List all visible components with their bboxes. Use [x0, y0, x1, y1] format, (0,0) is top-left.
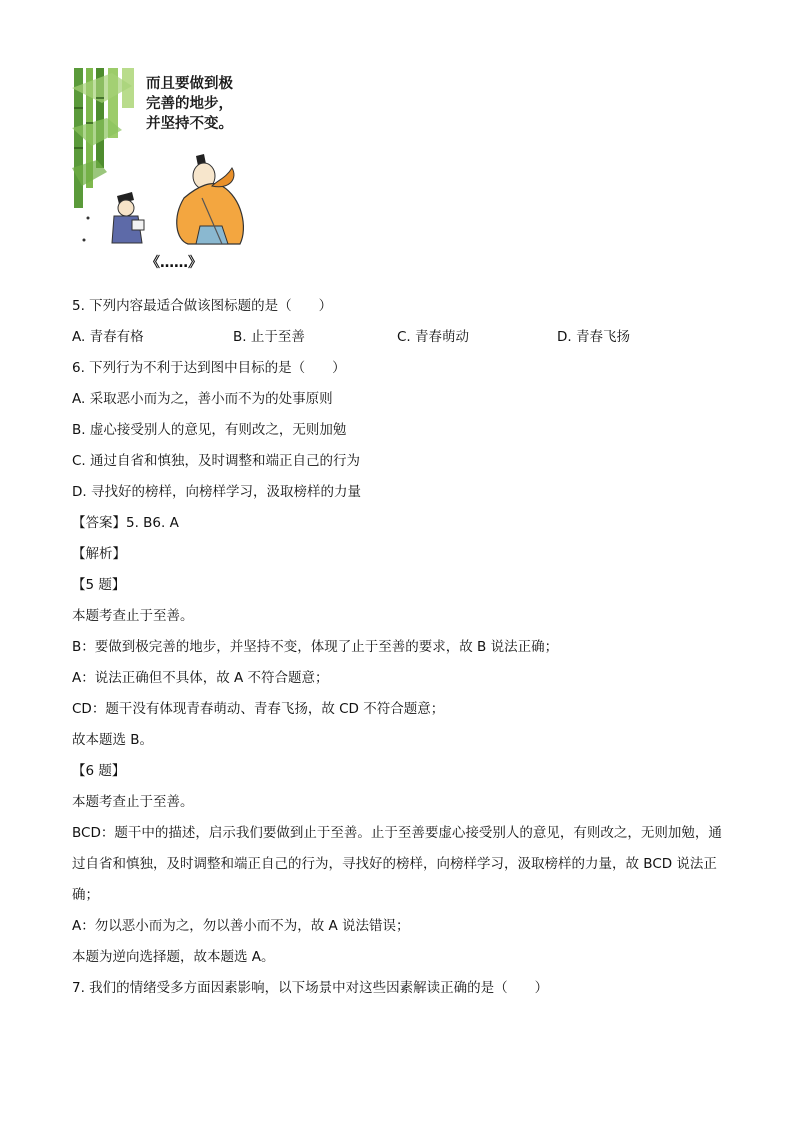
analysis-6-bcd: BCD：题干中的描述，启示我们要做到止于至善。止于至善要虚心接受别人的意见，有则改之，无则加勉，通过自省和慎独，及时调整和端正自己的行为，寻找好的榜样，向榜样学习，汲取榜样的力量，故 BCD 说法正确； [72, 825, 722, 903]
q6-option-d: D. 寻找好的榜样，向榜样学习，汲取榜样的力量 [72, 484, 361, 500]
q6-option-b: B. 虚心接受别人的意见，有则改之，无则加勉 [72, 422, 347, 438]
analysis-6-intro: 本题考查止于至善。 [72, 794, 194, 810]
caption-line: 并坚持不变。 [146, 116, 233, 132]
q6-option-c: C. 通过自省和慎独，及时调整和端正自己的行为 [72, 453, 361, 469]
question-7-stem: 7. 我们的情绪受多方面因素影响，以下场景中对这些因素解读正确的是（ ） [72, 980, 549, 996]
analysis-heading: 【解析】 [72, 546, 126, 562]
analysis-6-a-line: A：勿以恶小而为之，勿以善小而不为，故 A 说法错误； [72, 918, 410, 934]
q6-option-a: A. 采取恶小而为之，善小而不为的处事原则 [72, 391, 333, 407]
illustration-title: 《……》 [146, 255, 202, 271]
question-6-stem: 6. 下列行为不利于达到图中目标的是（ ） [72, 360, 346, 376]
analysis-6-heading: 【6 题】 [72, 763, 126, 779]
q5-option-c: C. 青春萌动 [397, 329, 470, 345]
analysis-5-line: 本题考查止于至善。 [72, 608, 194, 624]
caption-line: 完善的地步， [146, 96, 233, 112]
illustration-caption [146, 74, 276, 134]
analysis-6-conclusion: 本题为逆向选择题，故本题选 A。 [72, 949, 275, 965]
q5-option-d: D. 青春飞扬 [557, 329, 630, 345]
analysis-5-heading: 【5 题】 [72, 577, 126, 593]
question-5-stem: 5. 下列内容最适合做该图标题的是（ ） [72, 298, 333, 314]
answer-line: 【答案】5. B6. A [72, 515, 179, 531]
q5-option-a: A. 青春有格 [72, 329, 144, 345]
analysis-5-line: 故本题选 B。 [72, 732, 154, 748]
analysis-5-line: A：说法正确但不具体，故 A 不符合题意； [72, 670, 329, 686]
q5-option-b: B. 止于至善 [233, 329, 305, 345]
sage-figure-icon [177, 154, 244, 244]
analysis-5-line: B：要做到极完善的地步，并坚持不变，体现了止于至善的要求，故 B 说法正确； [72, 639, 559, 655]
analysis-5-line: CD：题干没有体现青春萌动、青春飞扬，故 CD 不符合题意； [72, 701, 445, 717]
caption-line: 而且要做到极 [146, 76, 233, 92]
